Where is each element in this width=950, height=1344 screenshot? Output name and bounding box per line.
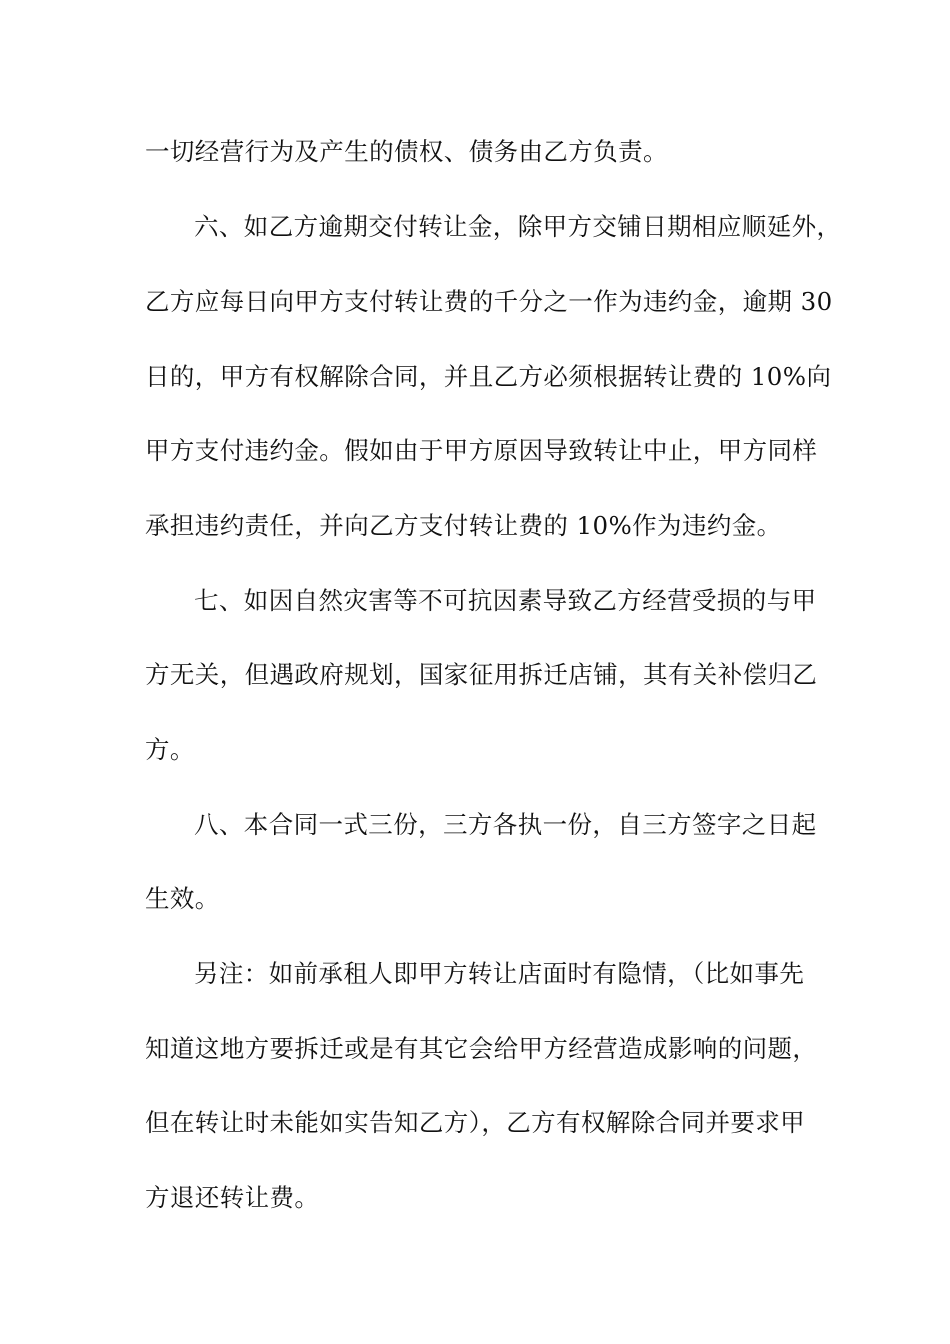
additional-note-heading-line: 另注：如前承租人即甲方转让店面时有隐情，（比如事先 <box>194 959 805 988</box>
text-line: 日的，甲方有权解除合同，并且乙方必须根据转让费的 10%向 <box>145 362 832 391</box>
clause-six-heading-line: 六、如乙方逾期交付转让金，除甲方交铺日期相应顺延外， <box>194 212 842 241</box>
text-line: 方。 <box>145 735 195 764</box>
text-line: 承担违约责任，并向乙方支付转让费的 10%作为违约金。 <box>145 511 782 540</box>
text-line: 乙方应每日向甲方支付转让费的千分之一作为违约金，逾期 30 <box>145 287 833 316</box>
text-line: 方退还转让费。 <box>145 1183 320 1212</box>
text-line: 但在转让时未能如实告知乙方），乙方有权解除合同并要求甲 <box>145 1108 806 1137</box>
text-line: 生效。 <box>145 884 220 913</box>
clause-eight-heading-line: 八、本合同一式三份，三方各执一份，自三方签字之日起 <box>194 810 817 839</box>
clause-seven-heading-line: 七、如因自然灾害等不可抗因素导致乙方经营受损的与甲 <box>194 586 817 615</box>
text-line: 一切经营行为及产生的债权、债务由乙方负责。 <box>145 137 668 166</box>
text-line: 甲方支付违约金。假如由于甲方原因导致转让中止，甲方同样 <box>145 436 818 465</box>
text-line: 方无关，但遇政府规划，国家征用拆迁店铺，其有关补偿归乙 <box>145 660 818 689</box>
text-line: 知道这地方要拆迁或是有其它会给甲方经营造成影响的问题， <box>145 1034 818 1063</box>
